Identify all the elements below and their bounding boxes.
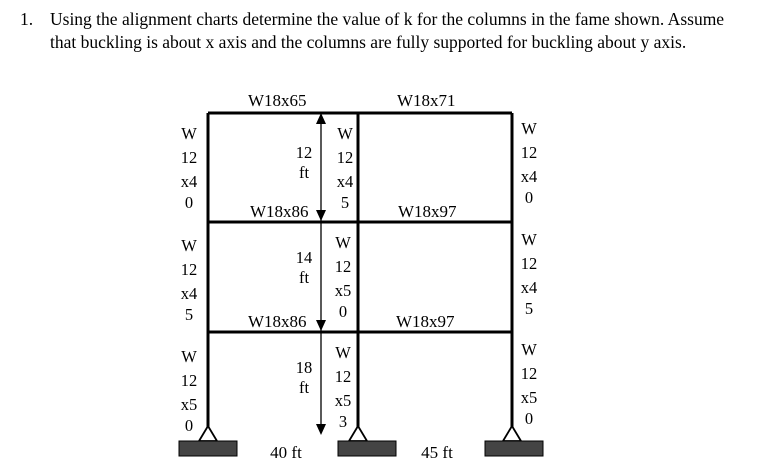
span-left-label: 40 ft [270,443,302,462]
column-labels-right [521,119,538,428]
col-left-mid-line4: 5 [184,305,194,324]
height-labels [296,143,313,397]
col-center-bot-line4: 3 [338,412,348,431]
col-center-mid-line1: W [335,233,351,252]
column-labels-center [335,124,354,431]
arrow-down-top [316,210,326,221]
support-right [485,426,543,456]
col-right-bot-line2: 12 [520,364,538,383]
height-top-unit: ft [298,163,310,182]
col-right-mid-line3: x4 [520,278,538,297]
col-right-top-line4: 0 [524,188,534,207]
height-top-value: 12 [295,143,313,162]
beam-label-low-right: W18x97 [396,312,455,331]
col-center-bot-line3: x5 [334,391,352,410]
col-left-mid-line1: W [181,236,197,255]
col-right-top-line3: x4 [520,167,538,186]
span-right-label: 45 ft [421,443,453,462]
col-left-bot-line2: 12 [180,371,198,390]
col-right-top-line2: 12 [520,143,538,162]
col-left-top-line2: 12 [180,148,198,167]
arrow-down-mid [316,320,326,331]
height-bot-unit: ft [298,378,310,397]
col-center-bot-line1: W [335,343,351,362]
col-center-top-line2: 12 [336,148,354,167]
col-left-bot-line1: W [181,347,197,366]
frame-members [208,113,512,434]
col-center-mid-line4: 0 [338,302,348,321]
col-left-top-line1: W [181,124,197,143]
beam-label-top-right: W18x71 [397,91,456,110]
col-center-mid-line3: x5 [334,281,352,300]
col-center-top-line4: 5 [340,193,350,212]
height-mid-unit: ft [298,268,310,287]
beam-label-top-left: W18x65 [248,91,307,110]
col-right-bot-line1: W [521,340,537,359]
arrow-down-bot [316,424,326,435]
column-labels-left [181,124,198,435]
col-right-mid-line2: 12 [520,254,538,273]
arrow-up-top [316,113,326,124]
problem-number: 1. [20,9,34,29]
beam-label-mid-right: W18x97 [398,202,457,221]
col-right-bot-line4: 0 [524,409,534,428]
col-left-mid-line3: x4 [180,284,198,303]
col-center-mid-line2: 12 [334,257,352,276]
col-center-top-line3: x4 [336,172,354,191]
col-center-bot-line2: 12 [334,367,352,386]
col-left-bot-line3: x5 [180,395,198,414]
col-center-top-line1: W [337,124,353,143]
beam-label-mid-left: W18x86 [250,202,309,221]
col-left-top-line4: 0 [184,193,194,212]
height-mid-value: 14 [295,248,313,267]
col-left-mid-line2: 12 [180,260,198,279]
problem-text: Using the alignment charts determine the value of k for the columns in the fame shown. Assume that buckling is about x axis and the columns are fully supported for buckling about y axis. [50,9,725,52]
height-bot-value: 18 [295,358,313,377]
col-right-mid-line1: W [521,230,537,249]
col-right-top-line1: W [521,119,537,138]
col-left-top-line3: x4 [180,172,198,191]
col-right-bot-line3: x5 [520,388,538,407]
beam-label-low-left: W18x86 [248,312,307,331]
col-left-bot-line4: 0 [184,416,194,435]
col-right-mid-line4: 5 [524,299,534,318]
